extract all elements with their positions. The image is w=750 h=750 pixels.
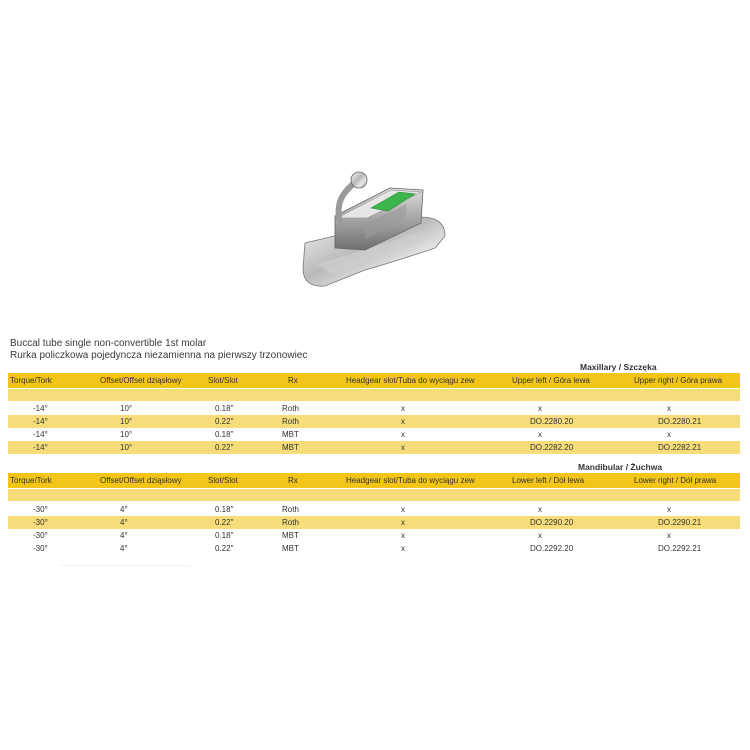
header-rx: Rx xyxy=(288,476,298,485)
table-row xyxy=(8,441,740,454)
cell-rx: MBT xyxy=(282,430,299,439)
cell-offset: 4° xyxy=(120,531,128,540)
table-row xyxy=(8,402,740,415)
cell-upper-right: DO.2280.21 xyxy=(658,417,702,426)
cell-torque: -14° xyxy=(33,404,48,413)
maxillary-header-band xyxy=(8,373,740,388)
header-headgear: Headgear slot/Tuba do wyciągu zew xyxy=(346,376,475,385)
cell-slot: 0.18" xyxy=(215,531,234,540)
cell-offset: 10° xyxy=(120,404,133,413)
product-title-en: Buccal tube single non-convertible 1st molar xyxy=(10,338,207,349)
cell-torque: -14° xyxy=(33,443,48,452)
cell-torque: -30° xyxy=(33,544,48,553)
cell-lower-right: DO.2292.21 xyxy=(658,544,702,553)
cell-upper-left: x xyxy=(538,430,542,439)
cell-offset: 4° xyxy=(120,518,128,527)
cell-rx: Roth xyxy=(282,404,299,413)
cell-offset: 10° xyxy=(120,443,133,452)
table-row xyxy=(8,503,740,516)
cell-slot: 0.18" xyxy=(215,505,234,514)
header-slot: Slot/Slot xyxy=(208,476,238,485)
cell-slot: 0.18" xyxy=(215,430,234,439)
cell-headgear: x xyxy=(401,544,405,553)
faint-divider xyxy=(60,565,190,566)
header-torque: Torque/Tork xyxy=(10,476,52,485)
product-title-pl: Rurka policzkowa pojedyncza niezamienna na pierwszy trzonowiec xyxy=(10,350,308,361)
table-row xyxy=(8,415,740,428)
cell-rx: MBT xyxy=(282,531,299,540)
header-lower-right: Lower right / Dół prawa xyxy=(634,476,717,485)
cell-lower-left: x xyxy=(538,505,542,514)
maxillary-section-label: Maxillary / Szczęka xyxy=(580,362,657,372)
cell-offset: 4° xyxy=(120,505,128,514)
table-row xyxy=(8,529,740,542)
table-spacer-row xyxy=(8,389,740,401)
cell-slot: 0.22" xyxy=(215,544,234,553)
cell-offset: 4° xyxy=(120,544,128,553)
cell-lower-left: x xyxy=(538,531,542,540)
cell-rx: MBT xyxy=(282,544,299,553)
cell-torque: -30° xyxy=(33,518,48,527)
cell-torque: -30° xyxy=(33,505,48,514)
header-upper-right: Upper right / Góra prawa xyxy=(634,376,723,385)
cell-headgear: x xyxy=(401,417,405,426)
cell-lower-right: x xyxy=(667,531,671,540)
cell-offset: 10° xyxy=(120,430,133,439)
header-offset: Offset/Offset dziąsłowy xyxy=(100,476,182,485)
cell-headgear: x xyxy=(401,430,405,439)
cell-rx: Roth xyxy=(282,505,299,514)
table-row xyxy=(8,542,740,555)
cell-headgear: x xyxy=(401,443,405,452)
cell-lower-right: DO.2290.21 xyxy=(658,518,702,527)
mandibular-section-label: Mandibular / Żuchwa xyxy=(578,462,663,472)
cell-lower-left: DO.2292.20 xyxy=(530,544,574,553)
mandibular-header-band xyxy=(8,473,740,488)
header-headgear: Headgear slot/Tuba do wyciągu zew xyxy=(346,476,475,485)
cell-upper-left: DO.2280.20 xyxy=(530,417,574,426)
table-row xyxy=(8,428,740,441)
cell-torque: -14° xyxy=(33,430,48,439)
cell-headgear: x xyxy=(401,531,405,540)
cell-rx: Roth xyxy=(282,417,299,426)
header-rx: Rx xyxy=(288,376,298,385)
cell-upper-left: DO.2282.20 xyxy=(530,443,574,452)
cell-offset: 10° xyxy=(120,417,133,426)
buccal-tube-image xyxy=(295,168,455,293)
cell-torque: -30° xyxy=(33,531,48,540)
header-lower-left: Lower left / Dół lewa xyxy=(512,476,585,485)
cell-rx: MBT xyxy=(282,443,299,452)
cell-upper-right: x xyxy=(667,430,671,439)
cell-slot: 0.22" xyxy=(215,443,234,452)
cell-slot: 0.18" xyxy=(215,404,234,413)
table-row xyxy=(8,516,740,529)
cell-upper-right: x xyxy=(667,404,671,413)
cell-slot: 0.22" xyxy=(215,518,234,527)
table-spacer-row xyxy=(8,489,740,501)
header-upper-left: Upper left / Góra lewa xyxy=(512,376,590,385)
cell-headgear: x xyxy=(401,518,405,527)
cell-lower-right: x xyxy=(667,505,671,514)
cell-rx: Roth xyxy=(282,518,299,527)
cell-upper-right: DO.2282.21 xyxy=(658,443,702,452)
cell-lower-left: DO.2290.20 xyxy=(530,518,574,527)
cell-upper-left: x xyxy=(538,404,542,413)
header-torque: Torque/Tork xyxy=(10,376,52,385)
cell-slot: 0.22" xyxy=(215,417,234,426)
cell-headgear: x xyxy=(401,505,405,514)
header-slot: Slot/Slot xyxy=(208,376,238,385)
cell-torque: -14° xyxy=(33,417,48,426)
cell-headgear: x xyxy=(401,404,405,413)
header-offset: Offset/Offset dziąsłowy xyxy=(100,376,182,385)
